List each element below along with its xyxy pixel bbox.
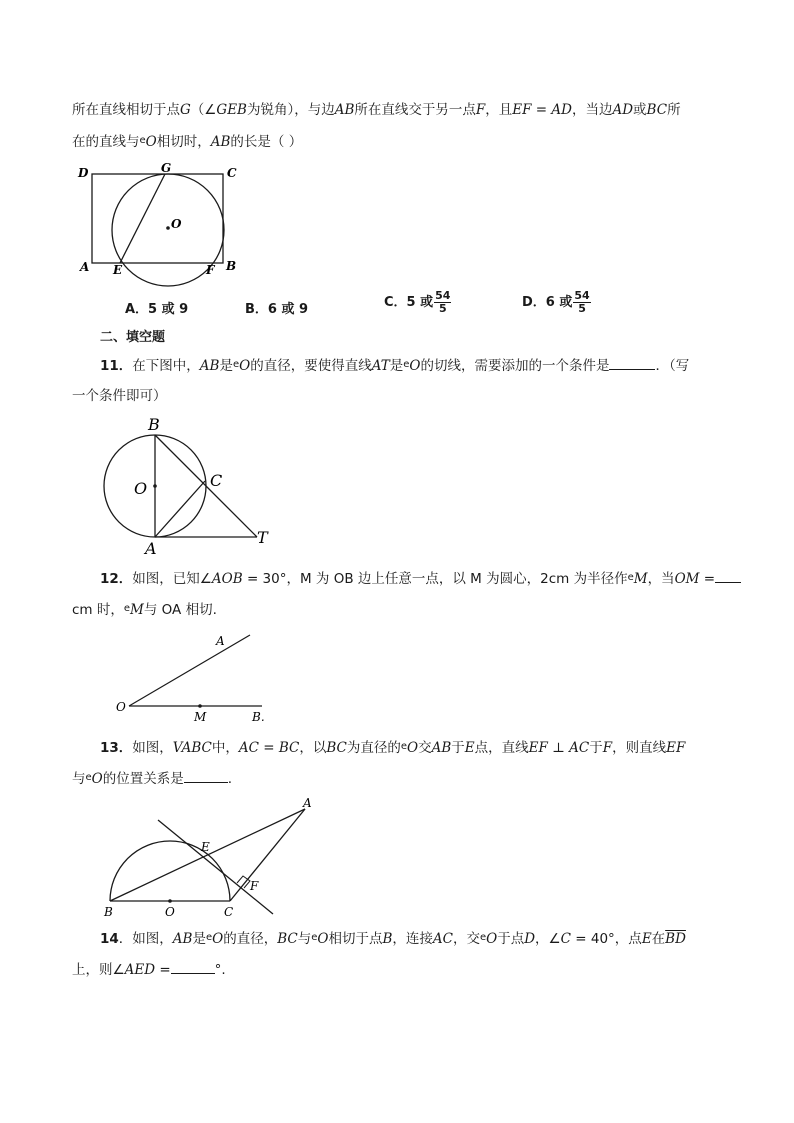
- q11-label-b: B: [148, 415, 160, 434]
- q10-label-d: D: [78, 166, 89, 180]
- q12-stem-line1: 12．如图，已知∠AOB = 30°，M 为 OB 边上任意一点，以 M 为圆心，2cm 为半径作$^e$M，当OM =: [100, 568, 741, 589]
- q12-stem-line2: cm 时，$^e$M与 OA 相切.: [72, 602, 217, 618]
- q10-label-a: A: [80, 260, 90, 274]
- q13-center-dot: [168, 899, 172, 903]
- q11-segment-bt: [155, 435, 257, 537]
- q14-stem-line2: 上，则∠AED = °.: [72, 959, 226, 980]
- q10-segment-ge: [120, 174, 165, 263]
- q13-label-a: A: [303, 796, 312, 810]
- q13-stem-line1: 13．如图，VABC中，AC = BC，以BC为直径的$^e$O交AB于E点，直线EF ⊥ AC于F，则直线EF: [100, 740, 686, 756]
- q10-center-dot: [166, 226, 170, 230]
- q11-label-t: T: [257, 528, 268, 547]
- q12-label-a: A: [216, 634, 225, 648]
- q13-side-ca: [230, 809, 305, 901]
- q10-label-b: B: [226, 259, 237, 273]
- q11-figure: [0, 410, 794, 560]
- q13-label-f: F: [250, 879, 259, 893]
- fraction: $\frac{54}{5}$: [435, 289, 451, 315]
- q13-line-ef: [158, 820, 273, 914]
- q11-stem-line2: 一个条件即可）: [72, 388, 167, 404]
- q13-label-c: C: [224, 905, 234, 919]
- q13-label-e: E: [201, 840, 210, 854]
- q12-label-m: M: [194, 710, 207, 724]
- q11-center-dot: [153, 484, 157, 488]
- q12-figure: [0, 625, 794, 725]
- fraction: $\frac{54}{5}$: [574, 289, 590, 315]
- q10-label-c: C: [227, 166, 237, 180]
- q11-label-a: A: [145, 539, 157, 558]
- answer-blank[interactable]: [715, 568, 741, 583]
- q10-label-f: F: [206, 263, 215, 277]
- q10-label-g: G: [161, 161, 172, 175]
- q10-choice-d[interactable]: D．6 或 $\frac{54}{5}$: [522, 289, 590, 315]
- section-heading: 二、填空题: [100, 330, 166, 345]
- q13-stem-line2: 与$^e$O的位置关系是 .: [72, 768, 232, 789]
- arc-bd: $\overline{BD}$: [665, 931, 686, 947]
- q13-label-b: B: [104, 905, 113, 919]
- q10-choice-a[interactable]: A．5 或 9: [125, 302, 189, 317]
- answer-blank[interactable]: [184, 768, 228, 783]
- q11-label-c: C: [210, 471, 223, 490]
- q10-stem-line2: 在的直线与$^e$O相切时，AB的长是（ ）: [72, 134, 303, 150]
- q10-choice-c[interactable]: C．5 或 $\frac{54}{5}$: [384, 289, 451, 315]
- q11-label-o: O: [134, 479, 148, 498]
- q14-stem-line1: 14．如图，AB是$^e$O的直径，BC与$^e$O相切于点B，连接AC，交$^e$O于点D，∠C = 40°，点E在$\overline{BD}$: [100, 931, 686, 947]
- q13-label-o: O: [165, 905, 175, 919]
- q11-segment-ac: [155, 481, 205, 537]
- q10-choice-b[interactable]: B．6 或 9: [245, 302, 309, 317]
- q12-point-m: [198, 704, 202, 708]
- q13-side-ba: [110, 809, 305, 901]
- q13-figure: [0, 795, 794, 925]
- q10-label-e: E: [113, 263, 123, 277]
- q12-label-b: B.: [252, 710, 265, 724]
- q10-label-o: O: [171, 217, 182, 231]
- q12-ray-oa: [129, 635, 250, 706]
- q10-figure: [0, 155, 794, 295]
- q12-label-o: O: [116, 700, 126, 714]
- answer-blank[interactable]: [171, 959, 215, 974]
- q10-stem-line1: 所在直线相切于点G（∠GEB为锐角），与边AB所在直线交于另一点F，且EF = AD，当边AD或BC所: [72, 102, 681, 118]
- answer-blank[interactable]: [609, 355, 655, 370]
- q11-stem-line1: 11．在下图中，AB是$^e$O的直径，要使得直线AT是$^e$O的切线，需要添加的一个条件是 ．（写: [100, 355, 689, 376]
